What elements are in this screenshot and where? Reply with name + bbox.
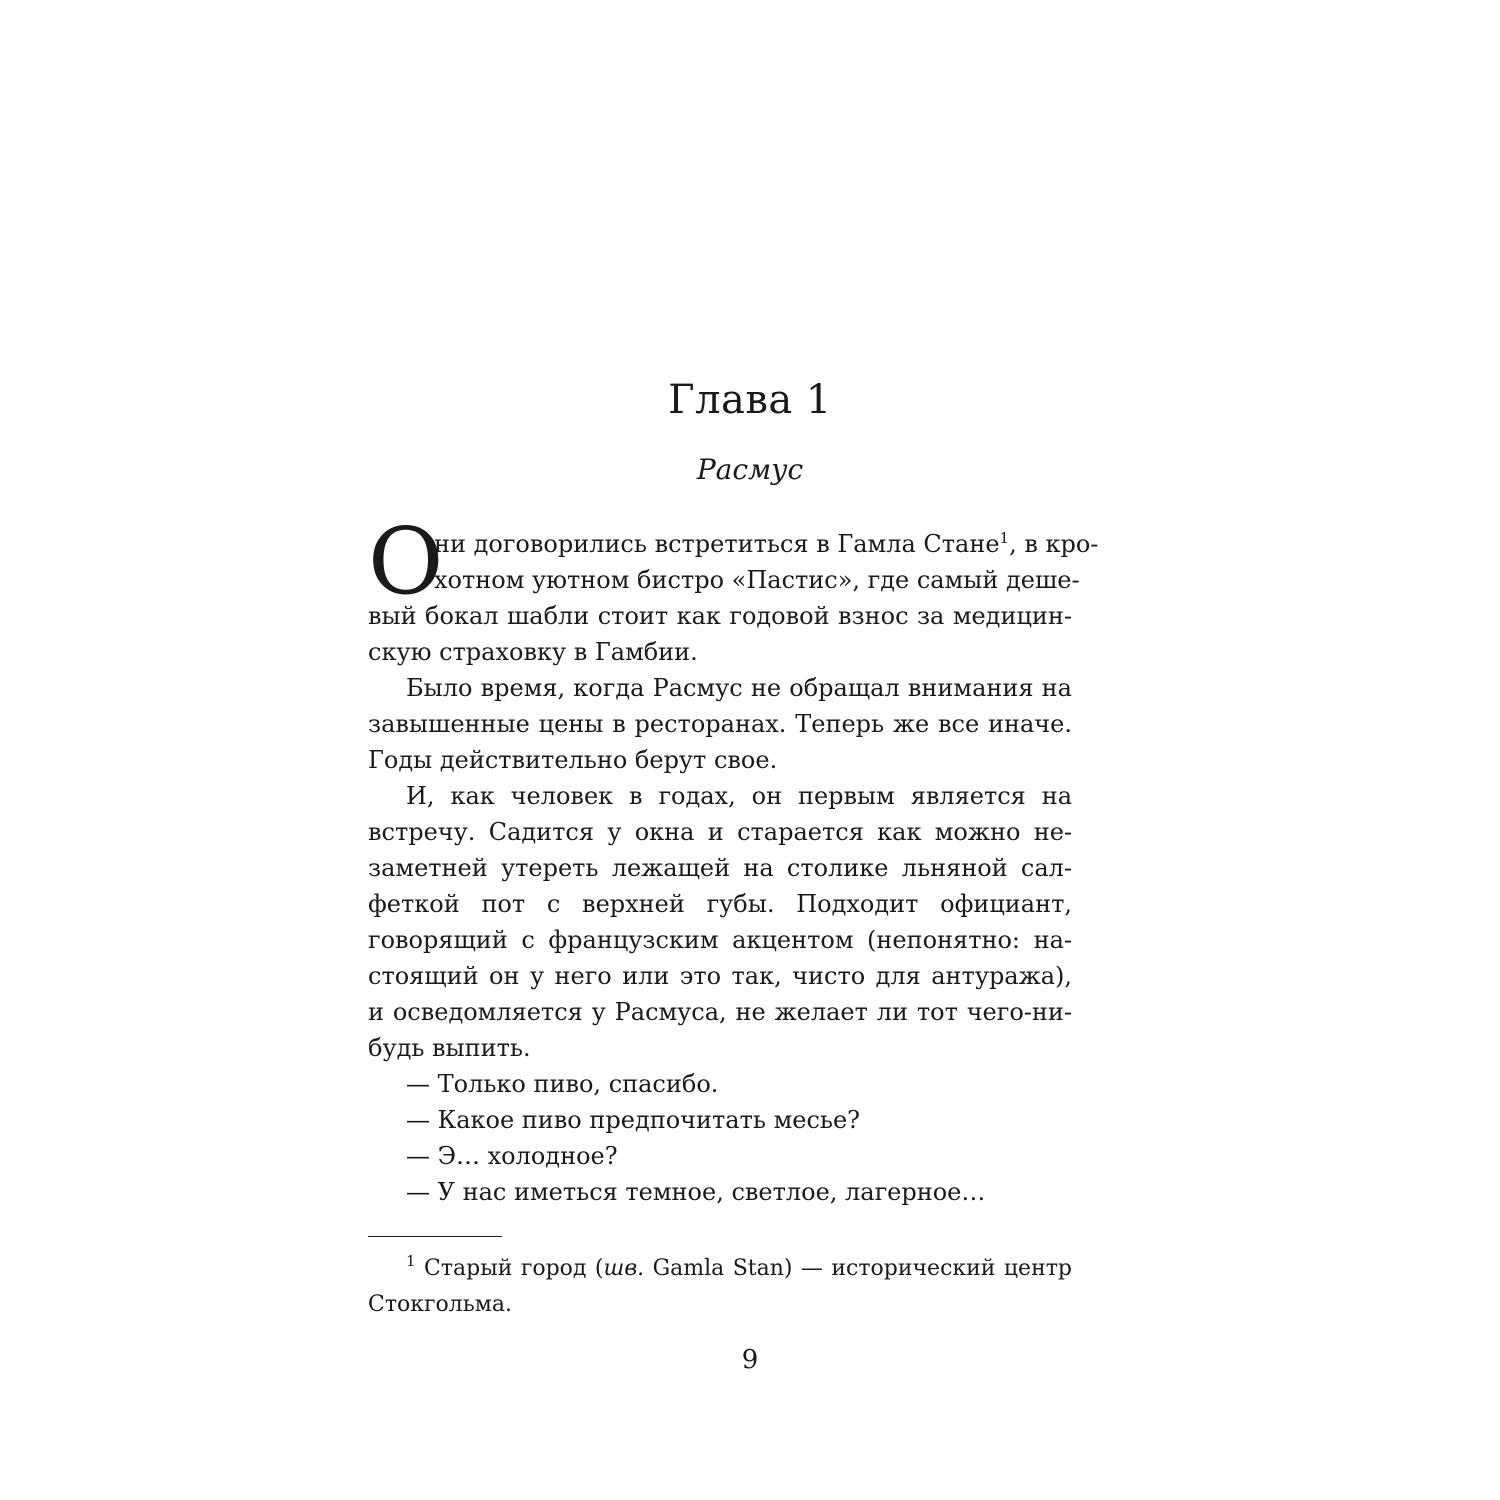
body-line: Было время, когда Расмус не обращал внимания на: [406, 674, 1072, 702]
footnote: [368, 1251, 1072, 1323]
chapter-title: Глава 1: [668, 377, 832, 423]
footnote-divider: [368, 1236, 502, 1237]
body-line: заметней утереть лежащей на столике льняной сал-: [368, 854, 1072, 882]
footnote-line: $^1$ Старый город (шв. Gamla Stan) — исторический центр: [406, 1252, 1072, 1281]
footnote-ref: 1: [999, 529, 1010, 547]
body-line: Годы действительно берут свое.: [368, 746, 778, 774]
body-line: говорящий с французским акцентом (непонятно: на-: [368, 926, 1072, 954]
body-text: [368, 526, 1099, 1210]
body-line: скую страховку в Гамбии.: [368, 638, 698, 666]
body-line: феткой пот с верхней губы. Подходит официант,: [368, 890, 1072, 918]
page-number: 9: [741, 1345, 759, 1375]
footnote-line: Стокгольма.: [368, 1292, 512, 1317]
dialogue-line: — У нас иметься темное, светлое, лагерное…: [406, 1178, 986, 1206]
footnote-marker: 1: [406, 1252, 416, 1270]
body-line: хотном уютном бистро «Пастис», где самый деше-: [434, 566, 1080, 594]
dialogue-line: — Какое пиво предпочитать месье?: [406, 1106, 861, 1134]
drop-cap: О: [368, 508, 444, 615]
body-line: стоящий он у него или это так, чисто для антуража),: [368, 962, 1072, 990]
body-line: будь выпить.: [368, 1034, 531, 1062]
body-line: вый бокал шабли стоит как годовой взнос за медицин-: [368, 602, 1072, 630]
body-line: встречу. Садится у окна и старается как можно не-: [368, 818, 1072, 846]
body-line: ни договорились встретиться в Гамла Стане$^1$, в кро-: [434, 529, 1099, 558]
dialogue-line: — Только пиво, спасибо.: [406, 1070, 719, 1098]
body-line: И, как человек в годах, он первым является на: [406, 782, 1072, 810]
body-line: и осведомляется у Расмуса, не желает ли тот чего-ни-: [368, 998, 1072, 1026]
chapter-subtitle: Расмус: [696, 453, 804, 486]
dialogue-line: — Э… холодное?: [406, 1142, 618, 1170]
body-line: завышенные цены в ресторанах. Теперь же все иначе.: [368, 710, 1072, 738]
